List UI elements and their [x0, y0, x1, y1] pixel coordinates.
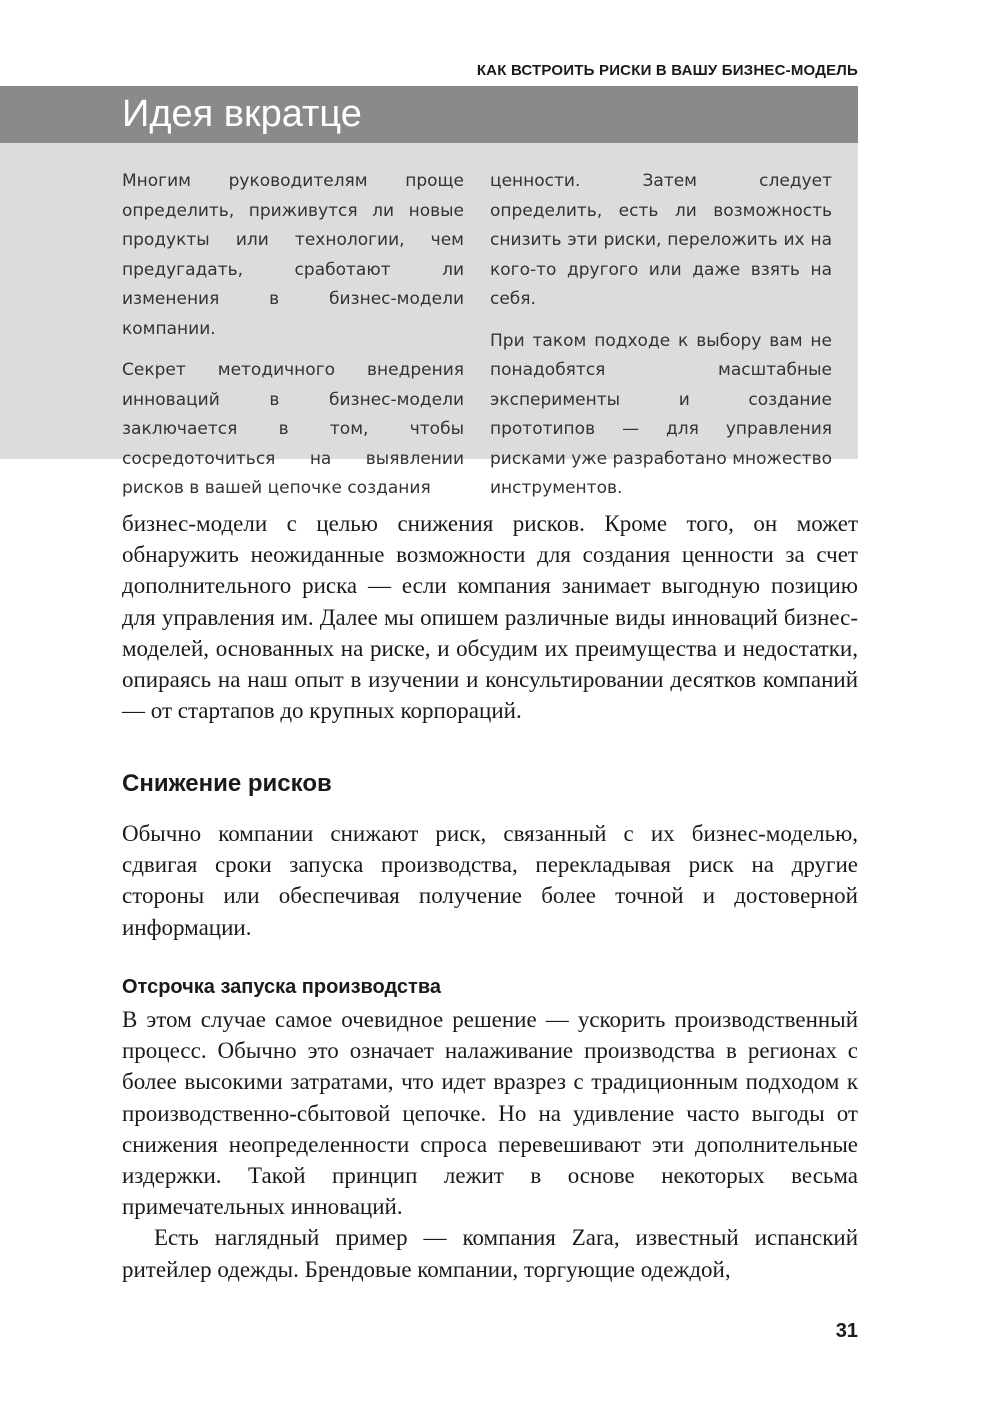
page-number: 31 — [835, 1320, 858, 1342]
intro-paragraph-block — [122, 508, 858, 726]
idea-paragraph: Секрет методичного внедрения инноваций в бизнес-модели заключается в том, чтобы сосредоточиться на выявлении рисков в вашей цепочке создания — [122, 360, 464, 498]
idea-box-title: Идея вкратце — [122, 93, 362, 135]
idea-paragraph: Многим руководителям проще определить, приживутся ли новые продукты или технологии, чем предугадать, сработают ли изменения в бизнес-модели компании. — [122, 171, 464, 339]
body-paragraph: бизнес-модели с целью снижения рисков. Кроме того, он может обнаружить неожиданные возможности для создания ценности за счет дополнительного риска — если компания занимает выгодную позицию для управления им. Далее мы опишем различные виды инноваций бизнес-моделей, основанных на риске, и обсудим их преимущества и недостатки, опираясь на наш опыт в изучении и консультировании десятков компаний — от стартапов до крупных корпораций. — [122, 511, 858, 724]
subsection-paragraph-block — [122, 1004, 858, 1285]
section-paragraph-block — [122, 818, 858, 943]
idea-box-right-column — [490, 167, 832, 516]
subsection-heading: Отсрочка запуска производства — [122, 976, 442, 998]
idea-box — [0, 143, 858, 498]
idea-box-left-column — [122, 167, 464, 516]
idea-paragraph: ценности. Затем следует определить, есть ли возможность снизить эти риски, переложить их на кого-то другого или даже взять на себя. — [490, 171, 832, 309]
running-header: КАК ВСТРОИТЬ РИСКИ В ВАШУ БИЗНЕС-МОДЕЛЬ — [476, 62, 858, 79]
body-paragraph: В этом случае самое очевидное решение — ускорить производственный процесс. Обычно это означает налаживание производства в регионах с более высокими затратами, что идет вразрез с традиционным подходом к производственно-сбытовой цепочке. Но на удивление часто выгоды от снижения неопределенности спроса перевешивают эти дополнительные издержки. Такой принцип лежит в основе некоторых весьма примечательных инноваций. — [122, 1007, 858, 1220]
section-heading: Снижение рисков — [122, 770, 332, 797]
idea-paragraph: При таком подходе к выбору вам не понадобятся масштабные эксперименты и создание прототипов — для управления рисками уже разработано множество инструментов. — [490, 330, 832, 498]
body-paragraph: Есть наглядный пример — компания Zara, известный испанский ритейлер одежды. Брендовые компании, торгующие одеждой, — [122, 1225, 858, 1282]
idea-box-header — [0, 86, 858, 143]
body-paragraph: Обычно компании снижают риск, связанный с их бизнес-моделью, сдвигая сроки запуска производства, перекладывая риск на другие стороны или обеспечивая получение более точной и достоверной информации. — [122, 821, 858, 940]
